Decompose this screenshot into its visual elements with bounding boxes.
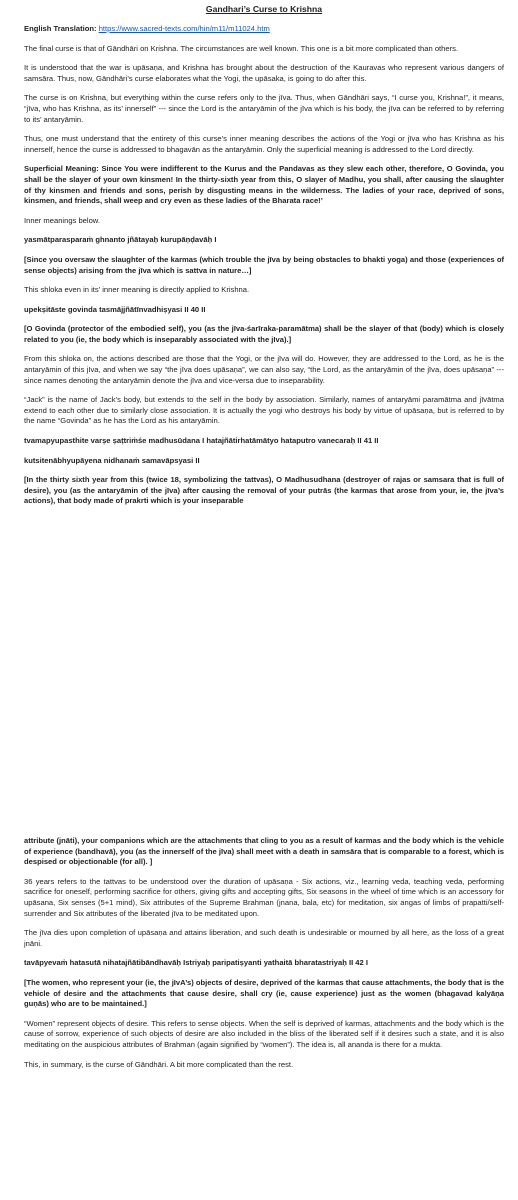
paragraph-36-years: 36 years refers to the tattvas to be understood over the duration of upāsaṇa - Six actions, viz., learning veda, teaching veda, performing sacrifice for oneself, performing sacrifice for others, giving gifts and accepting gifts, Six seasons in the wheel of time which is an accessory for upāsana, Six senses (5+1 mind), Six attributes of the Supreme Brahman (jnana, bala, etc) for meditation, six angas of limbs of prapatti/self-surrender and Six attributes of the liberated jīva to be meditated upon. [24,876,504,918]
verse-1: yasmātparasparaṁ ghnanto jñātayaḥ kurupāṇḍavāḥ Ι [24,235,217,245]
verse-1-translation: [Since you oversaw the slaughter of the karmas (which trouble the jīva by being obstacles to bhakti yoga) and those (experiences of sense objects) arising from the jīva which is sattva in nature…] [24,254,504,275]
paragraph-intro: The final curse is that of Gāndhāri on Krishna. The circumstances are well known. This one is a bit more complicated than others. [24,43,459,53]
paragraph-women: “Women” represent objects of desire. This refers to sense objects. When the self is deprived of karmas, attachments and the body which is the cause of sorrow, experience of such objects of desire are also included in the bliss of the liberated self if it desires such a state, and it is also meditating on the auspicious attributes of Brahman (again signified by “women”). The idea is, all ananda is there for a mukta. [24,1018,504,1049]
verse-1-note: This shloka even in its’ inner meaning is directly applied to Krishna. [24,285,250,295]
translation-line [24,24,504,35]
paragraph-inner-meaning: Thus, one must understand that the entirety of this curse’s inner meaning describes the actions of the Yogi or jīva who has Krishna as his innerself, hence the curse is addressed to bhagavān as the antaryāmin. Only the superficial meaning is addressed to the Lord directly. [24,134,504,154]
verse-3-translation-part-2: attribute (jnāti), your companions which are the attachments that cling to you as a result of karmas and the body which is the vehicle of experience (bandhavā), you (as the innerself of the jīva) shall meet with a death in samsāra that is comparable to a forest, which is despised or objectionable (for all). ] [24,836,504,867]
verse-4: kutsitenābhyupāyena nidhanaṁ samavāpsyasi ΙΙ [24,455,200,465]
paragraph-jack-analogy: “Jack” is the name of Jack’s body, but extends to the self in the body by association. Similarly, names of antaryāmi paramātma and jīvātma extend to each other due to similarly close association. It is actually the yogi who destroys his body by virtue of upāsaṇa, but is referred to by the name “Govinda” as he has the Lord as his antaryāmin. [24,395,504,426]
verse-3: tvamapyupasthite varṣe ṣaṭtriṁśe madhusūdana Ι hatajñātirhatāmātyo hataputro vanecaraḥ ΙΙ 41 ΙΙ [24,436,379,446]
inner-meanings-label: Inner meanings below. [24,215,100,225]
translation-label: English Translation: [24,24,97,33]
paragraph-actions-of-yogi: From this shloka on, the actions described are those that the Yogi, or the jīva will do. However, they are addressed to the Lord, as he is the antaryāmin of this jIva, and when we say “the jīva does upāsaṇa”, we can also say, “the Lord, as the antaryāmin of the jīva, does upāsaṇa” --- since names denoting the antaryāmin denote the jīva and vice-versa due to inseparability. [24,354,504,385]
verse-3-translation-part-1: [In the thirty sixth year from this (twice 18, symbolizing the tattvas), O Madhusudhana (destroyer of rajas or samsara that is full of desire), you (as the antaryāmin of the jīva) after causing the removal of your putrās (the karmas that arose from your, ie, the jīva’s actions), that body made of prakrti which is your inseparable [24,475,504,506]
paragraph-jiva-dies: The jīva dies upon completion of upāsaṇa and attains liberation, and such death is undesirable or mourned by all here, as the loss of a great jnāni. [24,928,504,948]
paragraph-summary: This, in summary, is the curse of Gāndhāri. A bit more complicated than the rest. [24,1059,294,1069]
document-page-2 [0,836,518,1070]
document-title: Gandhari’s Curse to Krishna [205,4,323,14]
verse-2: upekṣitāste govinda tasmājjñātīnvadhiṣyasi ΙΙ 40 ΙΙ [24,304,206,314]
translation-link[interactable]: https://www.sacred-texts.com/hin/m11/m11024.htm [98,24,270,33]
verse-2-translation: [O Govinda (protector of the embodied self), you (as the jīva-śarīraka-paramātma) shall be the slayer of that (body) which is closely related to you (ie, the body which is inseparably associated with the jIva).] [24,324,504,344]
page-break-gap [0,740,518,836]
paragraph-curse-jiva: The curse is on Krishna, but everything within the curse refers only to the jīva. Thus, when Gāndhāri says, “I curse you, Krishna!”, it means, “jīva, who has Krishna, as its’ innerself” --- since the Lord is the antaryāmin of the jīva which is his body, the jīva can be referred to by referring to its’ antaryāmin. [24,93,504,124]
superficial-meaning: Superficial Meaning: Since You were indifferent to the Kurus and the Pandavas as they slew each other, therefore, O Govinda, you shall be the slayer of your own kinsmen! In the thirty-sixth year from this, O slayer of Madhu, you shall, after causing the slaughter of thy kinsmen and friends and sons, perish by disgusting means in the wilderness. The ladies of your race, deprived of sons, kinsmen, and friends, shall weep and cry even as these ladies of the Bharata race!’ [24,164,504,206]
verse-5: tavāpyevaṁ hatasutā nihatajñātibāndhavāḥ Ιstriyaḥ paripatiṣyanti yathaitā bharatastriyaḥ ΙΙ 42 Ι [24,958,368,968]
verse-5-translation: [The women, who represent your (ie, the jIvA’s) objects of desire, deprived of the karmas that cause attachments, the body that is the vehicle of desire and the attachments that cause desire, shall cry (ie, cause experience) just as the women (bhagavad kalyāṇa guṇās) who are to be maintained.] [24,977,504,1009]
paragraph-war-upasana: It is understood that the war is upāsaṇa, and Krishna has brought about the destruction of the Kauravas who represent various dangers of samsāra. Thus, now, Gāndhāri’s curse elaborates what the Yogi, the upāsaka, is going to do after this. [24,63,504,83]
